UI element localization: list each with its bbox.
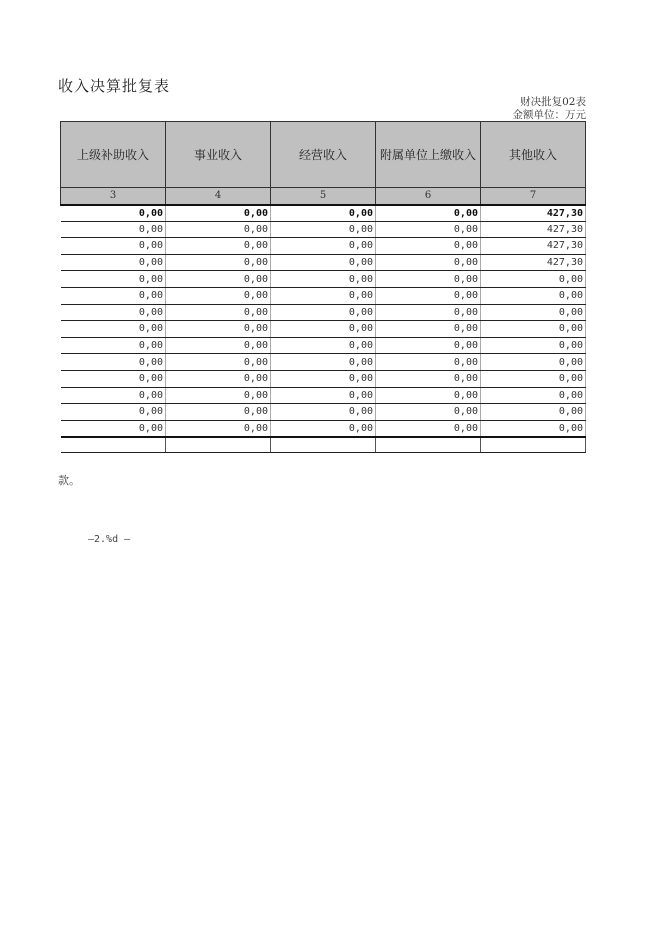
empty-cell bbox=[376, 437, 481, 453]
table-cell: 0,00 bbox=[376, 404, 481, 421]
column-header: 附属单位上缴收入 bbox=[376, 122, 481, 188]
table-row bbox=[61, 354, 586, 371]
table-row bbox=[61, 304, 586, 321]
table-cell: 0,00 bbox=[61, 205, 166, 222]
empty-cell bbox=[481, 437, 586, 453]
table-cell: 0,00 bbox=[61, 321, 166, 338]
table-cell: 0,00 bbox=[61, 354, 166, 371]
table-cell: 427,30 bbox=[481, 205, 586, 222]
table-cell: 0,00 bbox=[166, 387, 271, 404]
table-cell: 0,00 bbox=[166, 254, 271, 271]
table-cell: 0,00 bbox=[376, 354, 481, 371]
table-cell: 0,00 bbox=[481, 354, 586, 371]
table-cell: 0,00 bbox=[61, 254, 166, 271]
table-cell: 0,00 bbox=[271, 238, 376, 255]
table-cell: 0,00 bbox=[271, 321, 376, 338]
table-cell: 0,00 bbox=[61, 370, 166, 387]
table-cell: 0,00 bbox=[376, 420, 481, 437]
table-cell: 0,00 bbox=[481, 370, 586, 387]
table-cell: 0,00 bbox=[376, 387, 481, 404]
table-cell: 0,00 bbox=[166, 321, 271, 338]
table-cell: 0,00 bbox=[271, 420, 376, 437]
table-row bbox=[61, 238, 586, 255]
table-row bbox=[61, 387, 586, 404]
column-header: 其他收入 bbox=[481, 122, 586, 188]
column-header: 经营收入 bbox=[271, 122, 376, 188]
column-header: 上级补助收入 bbox=[61, 122, 166, 188]
column-index: 3 bbox=[61, 188, 166, 205]
table-cell: 0,00 bbox=[271, 370, 376, 387]
table-cell: 0,00 bbox=[376, 271, 481, 288]
table-cell: 0,00 bbox=[166, 404, 271, 421]
table-cell: 0,00 bbox=[376, 321, 481, 338]
table-cell: 0,00 bbox=[271, 254, 376, 271]
table-cell: 0,00 bbox=[271, 304, 376, 321]
table-row bbox=[61, 420, 586, 437]
table-cell: 0,00 bbox=[61, 287, 166, 304]
table-cell: 0,00 bbox=[271, 404, 376, 421]
table-cell: 0,00 bbox=[481, 287, 586, 304]
total-row bbox=[61, 205, 586, 222]
column-index: 7 bbox=[481, 188, 586, 205]
table-cell: 0,00 bbox=[61, 420, 166, 437]
table-cell: 0,00 bbox=[166, 205, 271, 222]
table-cell: 0,00 bbox=[376, 337, 481, 354]
table-cell: 0,00 bbox=[61, 387, 166, 404]
table-row bbox=[61, 271, 586, 288]
table-cell: 0,00 bbox=[481, 337, 586, 354]
empty-cell bbox=[166, 437, 271, 453]
table-cell: 0,00 bbox=[376, 205, 481, 222]
empty-cell bbox=[271, 437, 376, 453]
table-cell: 0,00 bbox=[481, 304, 586, 321]
column-index: 5 bbox=[271, 188, 376, 205]
empty-row bbox=[61, 437, 586, 453]
table-cell: 0,00 bbox=[166, 304, 271, 321]
table-cell: 0,00 bbox=[271, 287, 376, 304]
table-row bbox=[61, 370, 586, 387]
table-cell: 0,00 bbox=[166, 271, 271, 288]
table-cell: 0,00 bbox=[481, 404, 586, 421]
table-cell: 0,00 bbox=[271, 271, 376, 288]
table-cell: 0,00 bbox=[481, 387, 586, 404]
table-cell: 0,00 bbox=[61, 221, 166, 238]
table-cell: 0,00 bbox=[166, 354, 271, 371]
income-table bbox=[60, 121, 586, 453]
table-cell: 0,00 bbox=[166, 238, 271, 255]
table-cell: 0,00 bbox=[481, 321, 586, 338]
table-cell: 0,00 bbox=[166, 420, 271, 437]
table-cell: 0,00 bbox=[166, 221, 271, 238]
unit-label: 金额单位：万元 bbox=[512, 109, 586, 121]
column-index-row bbox=[61, 188, 586, 205]
table-cell: 0,00 bbox=[61, 404, 166, 421]
table-cell: 0,00 bbox=[166, 287, 271, 304]
table-cell: 427,30 bbox=[481, 238, 586, 255]
form-code: 财决批复02表 bbox=[520, 96, 586, 108]
column-index: 6 bbox=[376, 188, 481, 205]
table-cell: 0,00 bbox=[166, 337, 271, 354]
table-cell: 0,00 bbox=[376, 370, 481, 387]
table-cell: 0,00 bbox=[271, 337, 376, 354]
table-cell: 0,00 bbox=[61, 271, 166, 288]
table-cell: 0,00 bbox=[271, 387, 376, 404]
table-cell: 0,00 bbox=[376, 238, 481, 255]
table-cell: 0,00 bbox=[271, 354, 376, 371]
column-index: 4 bbox=[166, 188, 271, 205]
table-cell: 427,30 bbox=[481, 221, 586, 238]
table-row bbox=[61, 321, 586, 338]
table-cell: 0,00 bbox=[166, 370, 271, 387]
table-cell: 0,00 bbox=[61, 337, 166, 354]
table-cell: 427,30 bbox=[481, 254, 586, 271]
note-text: 款。 bbox=[58, 474, 80, 487]
table-cell: 0,00 bbox=[376, 304, 481, 321]
empty-cell bbox=[61, 437, 166, 453]
table-row bbox=[61, 287, 586, 304]
table-cell: 0,00 bbox=[271, 221, 376, 238]
table-cell: 0,00 bbox=[481, 420, 586, 437]
page-number: —2.%d — bbox=[88, 534, 131, 545]
table-row bbox=[61, 337, 586, 354]
table-row bbox=[61, 404, 586, 421]
table-cell: 0,00 bbox=[376, 221, 481, 238]
table-cell: 0,00 bbox=[481, 271, 586, 288]
table-cell: 0,00 bbox=[61, 304, 166, 321]
page-title: 收入决算批复表 bbox=[58, 77, 171, 95]
table-row bbox=[61, 254, 586, 271]
column-header: 事业收入 bbox=[166, 122, 271, 188]
table-cell: 0,00 bbox=[376, 254, 481, 271]
table-row bbox=[61, 221, 586, 238]
table-cell: 0,00 bbox=[61, 238, 166, 255]
table-cell: 0,00 bbox=[376, 287, 481, 304]
table-cell: 0,00 bbox=[271, 205, 376, 222]
